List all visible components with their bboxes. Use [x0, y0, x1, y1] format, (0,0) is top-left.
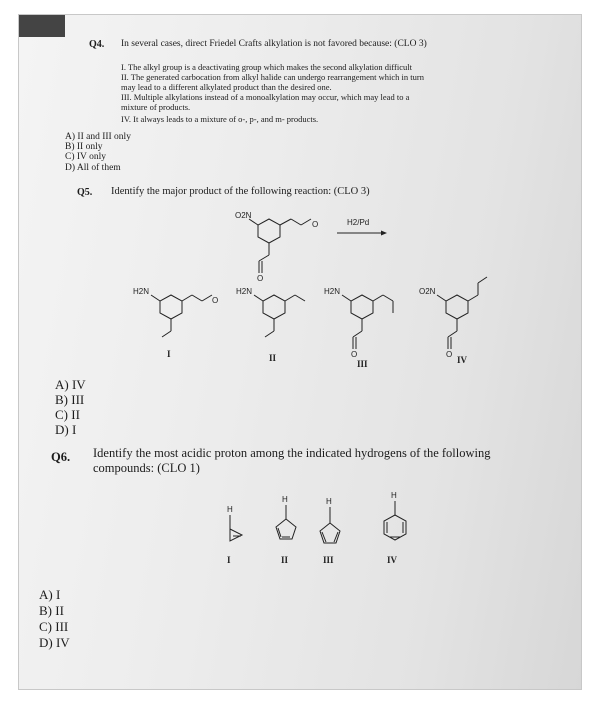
reactant-o-label: O [312, 220, 319, 229]
compound-iv-label: IV [387, 555, 398, 565]
q4-statement-3b: mixture of products. [121, 102, 191, 112]
compound-i-structure [230, 515, 242, 541]
q4-statement-4: IV. It always leads to a mixture of o-, p-, and m- products. [121, 114, 319, 124]
product-iii-structure [342, 295, 393, 349]
product-iv-label: IV [457, 355, 468, 365]
q5-number: Q5. [77, 187, 93, 198]
product-i-label: I [167, 349, 171, 359]
q4-option-c: C) IV only [65, 152, 106, 162]
compound-iv-structure [384, 501, 406, 540]
q5-option-c: C) II [55, 407, 80, 422]
q4-prompt: In several cases, direct Friedel Crafts alkylation is not favored because: (CLO 3) [121, 39, 427, 49]
compound-i-label: I [227, 555, 231, 565]
reactant-no2-label: O2N [235, 211, 252, 220]
compound-iii-h-label: H [326, 497, 332, 506]
compound-iii-structure [320, 507, 340, 543]
q4-statement-2: II. The generated carbocation from alkyl halide can undergo rearrangement which in turn [121, 72, 424, 82]
product-ii-structure [254, 295, 305, 337]
worksheet-page [18, 14, 582, 690]
q5-option-a: A) IV [55, 377, 86, 392]
q6-number: Q6. [51, 450, 71, 464]
product-ii-nh2-label: H2N [236, 287, 253, 296]
q6-option-c: C) III [39, 619, 69, 634]
product-iv-o-label: O [446, 350, 453, 359]
q4-number: Q4. [89, 39, 105, 50]
reactant-structure [249, 219, 311, 273]
q4-statement-3: III. Multiple alkylations instead of a monoalkylation may occur, which may lead to a [121, 92, 410, 102]
product-i-structure [151, 295, 212, 337]
compound-iii-label: III [323, 555, 334, 565]
q4-statement-1: I. The alkyl group is a deactivating group which makes the second alkylation difficult [121, 62, 412, 72]
q5-option-b: B) III [55, 392, 85, 407]
q4-option-d: D) All of them [65, 163, 121, 173]
q4-statement-2b: may lead to a different alkylated product than the desired one. [121, 82, 332, 92]
product-i-o-label: O [212, 296, 219, 305]
product-i-nh2-label: H2N [133, 287, 150, 296]
product-iv-structure [437, 277, 487, 349]
q6-option-a: A) I [39, 587, 61, 602]
product-iii-o-label: O [351, 350, 358, 359]
q6-option-d: D) IV [39, 635, 70, 650]
compound-ii-h-label: H [282, 495, 288, 504]
q5-reaction-scheme [19, 15, 581, 689]
q4-option-a: A) II and III only [65, 132, 131, 142]
reactant-o2-label: O [257, 274, 264, 283]
compound-ii-label: II [281, 555, 289, 565]
reagent-label: H2/Pd [347, 218, 370, 227]
compound-i-h-label: H [227, 505, 233, 514]
reaction-arrowhead [381, 231, 387, 236]
q6-prompt-line1: Identify the most acidic proton among the indicated hydrogens of the following [93, 446, 491, 460]
product-iv-no2-label: O2N [419, 287, 436, 296]
product-iii-label: III [357, 359, 368, 369]
compound-ii-structure [276, 505, 296, 539]
q6-prompt-line2: compounds: (CLO 1) [93, 461, 200, 475]
q4-option-b: B) II only [65, 142, 103, 152]
q5-option-d: D) I [55, 422, 77, 437]
q5-prompt: Identify the major product of the following reaction: (CLO 3) [111, 186, 370, 197]
compound-iv-h-label: H [391, 491, 397, 500]
q6-option-b: B) II [39, 603, 64, 618]
product-iii-nh2-label: H2N [324, 287, 341, 296]
product-ii-label: II [269, 353, 277, 363]
